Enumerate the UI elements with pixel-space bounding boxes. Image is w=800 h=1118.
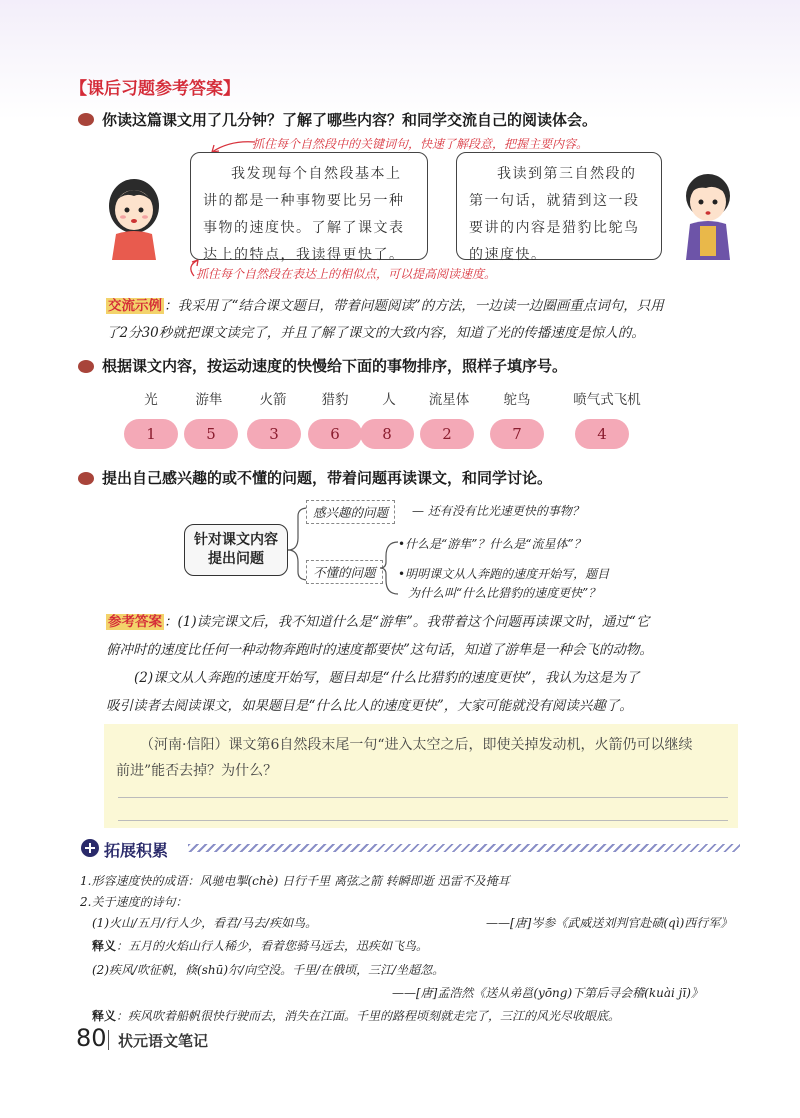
- example-line-2: 了2分30秒就把课文读完了，并且了解了课文的大致内容，知道了光的传播速度是惊人的。: [106, 325, 645, 341]
- explanation-label: 释义: [92, 1009, 117, 1023]
- order-pill: 8: [360, 419, 414, 449]
- unknown-question-1: •什么是“游隼”？什么是“流星体”？: [398, 537, 586, 551]
- footer-divider: [108, 1030, 109, 1050]
- item-name: 流星体: [428, 392, 470, 408]
- question-2: 根据课文内容，按运动速度的快慢给下面的事物排序，照样子填序号。: [102, 357, 568, 375]
- item-name: 游隼: [195, 392, 223, 408]
- question-1: 你读这篇课文用了几分钟？了解了哪些内容？和同学交流自己的阅读体会。: [102, 111, 598, 129]
- page-number: 80: [76, 1024, 107, 1052]
- bullet-icon: [78, 360, 94, 373]
- exercise-line-2: 前进”能否去掉？为什么？: [116, 763, 278, 779]
- order-pill: 2: [420, 419, 474, 449]
- item-name: 火箭: [259, 392, 287, 408]
- boy-avatar: [676, 166, 740, 260]
- interest-label: 感兴趣的问题: [306, 500, 395, 524]
- item-name: 光: [144, 392, 158, 408]
- poem-1: (1)火山/五月/行人少，看君/马去/疾如鸟。: [92, 916, 318, 930]
- item-name: 猎豹: [321, 392, 349, 408]
- order-pill: 3: [247, 419, 301, 449]
- annotation-bottom: 抓住每个自然段在表达上的相似点，可以提高阅读速度。: [196, 267, 497, 281]
- idioms-line: 1.形容速度快的成语：风驰电掣(chè) 日行千里 离弦之箭 转瞬即逝 迅雷不及掩耳: [80, 874, 510, 888]
- poem-1-source: ——[唐]岑参《武威送刘判官赴碛(qì)西行军》: [486, 916, 733, 930]
- answer-label: 参考答案: [108, 614, 162, 630]
- answer-line-2: 俯冲时的速度比任何一种动物奔跑时的速度都要快”这句话，知道了游隼是一种会飞的动物。: [106, 642, 653, 658]
- answer-line[interactable]: [118, 820, 728, 821]
- question-3: 提出自己感兴趣的或不懂的问题，带着问题再读课文，和同学讨论。: [102, 469, 553, 487]
- mindmap-center: 针对课文内容提出问题: [184, 524, 288, 576]
- answer-line[interactable]: [118, 797, 728, 798]
- unknown-question-2a: •明明课文从人奔跑的速度开始写，题目: [398, 567, 610, 581]
- extension-divider: [188, 844, 740, 852]
- unknown-question-2b: 为什么叫“什么比猎豹的速度更快”？: [408, 586, 601, 600]
- answer-line-3: (2)课文从人奔跑的速度开始写，题目却是“什么比猎豹的速度更快”，我认为这是为了: [134, 670, 640, 686]
- example-line-1: 交流示例 ：我采用了“结合课文题目，带着问题阅读”的方法，一边读一边圈画重点词句，只用: [108, 298, 664, 314]
- speech-bubble-right: 我读到第三自然段的第一句话，就猜到这一段要讲的内容是猎豹比鸵鸟的速度快。: [456, 152, 662, 260]
- poem-2-source: ——[唐]孟浩然《送从弟邕(yōng)下第后寻会稽(kuài jī)》: [392, 986, 703, 1000]
- book-title: 状元语文笔记: [118, 1032, 209, 1050]
- example-label: 交流示例: [108, 298, 162, 314]
- answer-line-4: 吸引读者去阅读课文，如果题目是“什么比人的速度更快”，大家可能就没有阅读兴趣了。: [106, 698, 633, 714]
- exercise-line-1: （河南·信阳）课文第6自然段末尾一句“进入太空之后，即使关掉发动机，火箭仍可以继续: [140, 737, 693, 753]
- mindmap-brace: [378, 538, 400, 598]
- explanation-label: 释义: [92, 939, 117, 953]
- section-title: 【课后习题参考答案】: [70, 79, 240, 99]
- girl-avatar: [102, 172, 166, 260]
- answer-line-1: 参考答案 ：(1)读完课文后，我不知道什么是“游隼”。我带着这个问题再读课文时，通过“它: [108, 614, 650, 630]
- bullet-icon: [78, 472, 94, 485]
- poem-1-explanation: 释义：五月的火焰山行人稀少，看着您骑马远去，迅疾如飞鸟。: [92, 939, 429, 953]
- extension-icon: [80, 838, 100, 858]
- unknown-label: 不懂的问题: [306, 560, 383, 584]
- order-pill: 1: [124, 419, 178, 449]
- item-name: 喷气式飞机: [573, 392, 641, 408]
- order-pill: 5: [184, 419, 238, 449]
- annotation-top: 抓住每个自然段中的关键词句，快速了解段意，把握主要内容。: [252, 137, 589, 151]
- order-pill: 6: [308, 419, 362, 449]
- poem-2: (2)疾风/吹征帆，倏(shū)尔/向空没。千里/在俄顷，三江/坐超忽。: [92, 963, 445, 977]
- speech-bubble-left: 我发现每个自然段基本上讲的都是一种事物要比另一种事物的速度快。了解了课文表达上的特点，我读得更快了。: [190, 152, 428, 260]
- order-pill: 4: [575, 419, 629, 449]
- poem-2-explanation: 释义：疾风吹着船帆很快行驶而去，消失在江面。千里的路程顷刻就走完了，三江的风光尽收眼底。: [92, 1009, 621, 1023]
- bullet-icon: [78, 113, 94, 126]
- interest-question: — 还有没有比光速更快的事物？: [412, 504, 584, 518]
- poems-heading: 2.关于速度的诗句：: [80, 895, 188, 909]
- order-pill: 7: [490, 419, 544, 449]
- item-name: 人: [382, 392, 396, 408]
- extension-title: 拓展积累: [104, 841, 169, 860]
- item-name: 鸵鸟: [503, 392, 531, 408]
